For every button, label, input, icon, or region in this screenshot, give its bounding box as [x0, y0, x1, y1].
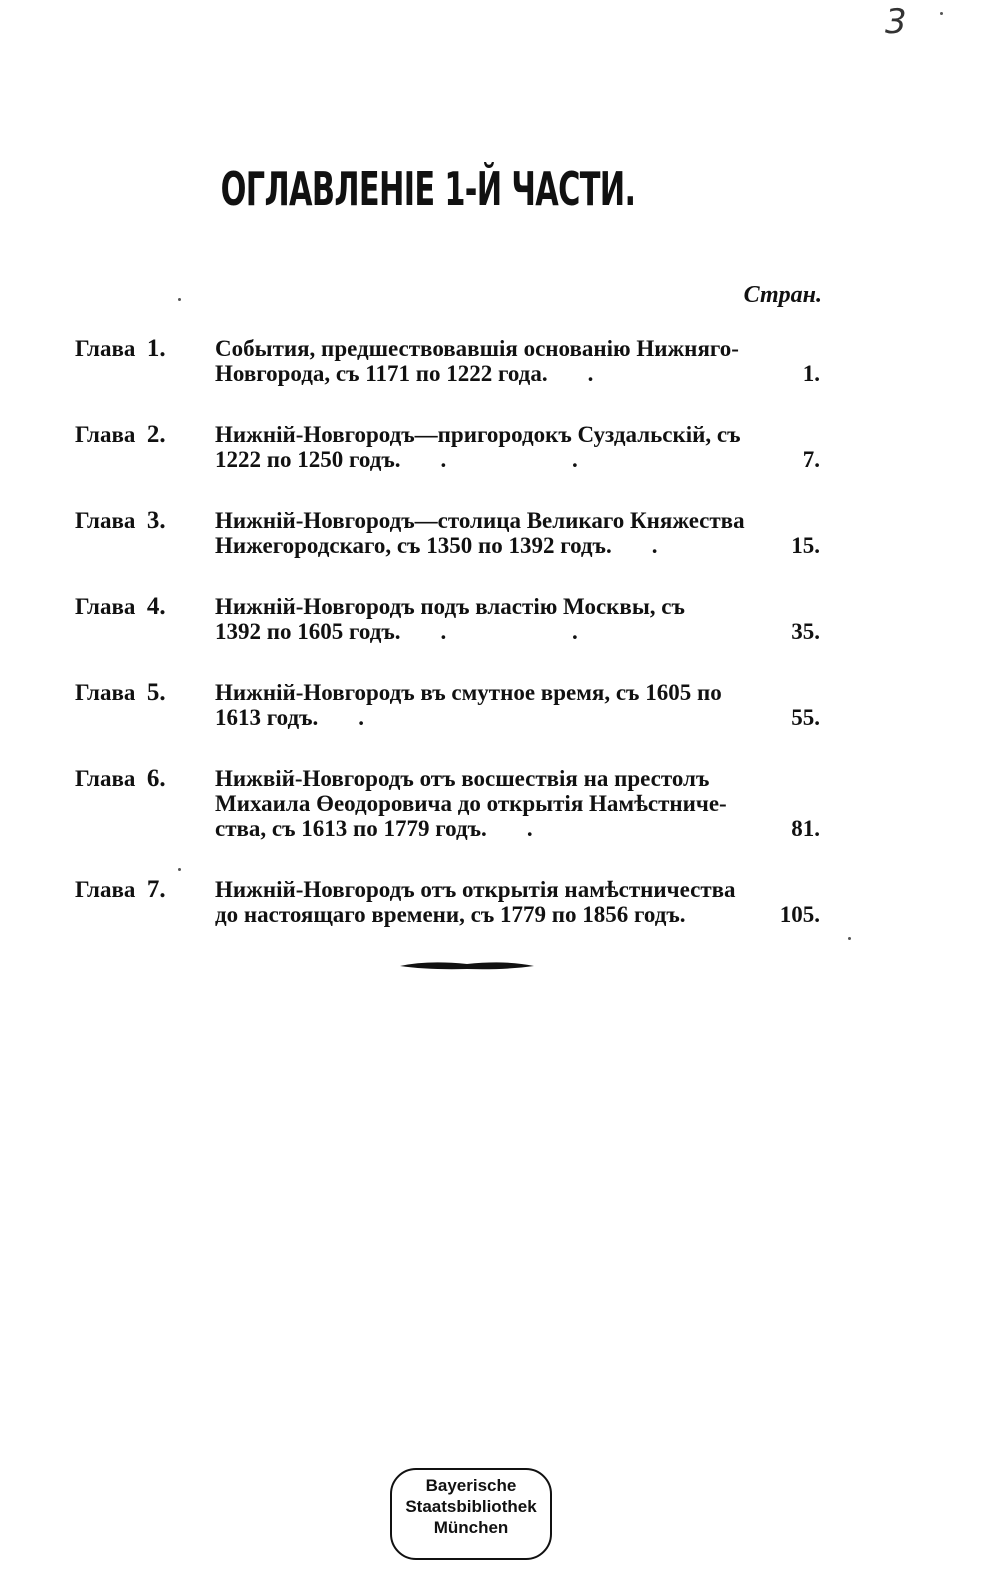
paper-speck: [178, 868, 181, 871]
chapter-word: Глава: [75, 336, 136, 361]
page-number-ref: 105.: [779, 902, 820, 927]
line-text: Новгорода, съ 1171 по 1222 года.: [215, 361, 548, 386]
line-text: ства, съ 1613 по 1779 годъ.: [215, 816, 487, 841]
line-text: 1222 по 1250 годъ.: [215, 447, 401, 472]
chapter-title-line: [215, 791, 763, 816]
paper-speck: [940, 12, 943, 15]
chapter-title: [215, 594, 763, 644]
chapter-word: Глава: [75, 594, 136, 619]
chapter-title-line: [215, 594, 763, 619]
page-number-ref: 81.: [791, 816, 820, 841]
line-text: Нижній-Новгородъ—пригородокъ Суздальскій, съ: [215, 422, 741, 447]
chapter-number: 5.: [146, 679, 166, 706]
leader-dots: .: [526, 816, 593, 841]
chapter-label: [75, 766, 210, 791]
line-text: Михаила Өеодоровича до открытія Намѣстниче-: [215, 791, 727, 816]
chapter-title-line: [215, 508, 763, 533]
chapter-number: 7.: [146, 876, 166, 903]
paper-speck: [178, 298, 181, 301]
line-text: до настоящаго времени, съ 1779 по 1856 годъ.: [215, 902, 686, 927]
chapter-label: [75, 508, 210, 533]
chapter-number: 3.: [146, 507, 166, 534]
chapter-title-line: [215, 447, 763, 472]
toc-entry: [75, 877, 820, 927]
chapter-title: [215, 508, 763, 558]
chapter-label: [75, 422, 210, 447]
line-text: Нижній-Новгородъ отъ открытія намѣстничества: [215, 877, 736, 902]
chapter-title-line: [215, 766, 763, 791]
line-text: События, предшествовавшія основанію Нижняго-: [215, 336, 739, 361]
chapter-label: [75, 336, 210, 361]
ornament-divider: [398, 958, 536, 974]
chapter-title-line: [215, 361, 763, 386]
paper-speck: [848, 937, 851, 940]
chapter-number: 2.: [146, 421, 166, 448]
stamp-line: München: [433, 1518, 509, 1537]
chapter-title: [215, 877, 763, 927]
page-number-ref: 7.: [802, 447, 820, 472]
leader-dots: .: [587, 361, 654, 386]
chapter-title-line: [215, 336, 763, 361]
chapter-number: 6.: [146, 765, 166, 792]
line-text: 1392 по 1605 годъ.: [215, 619, 401, 644]
chapter-title: [215, 680, 763, 730]
leader-dots: . .: [440, 619, 638, 644]
chapter-title-line: [215, 422, 763, 447]
chapter-label: [75, 680, 210, 705]
chapter-title: [215, 336, 763, 386]
chapter-word: Глава: [75, 422, 136, 447]
chapter-title: [215, 422, 763, 472]
page-title: ОГЛАВЛЕНІЕ 1-Й ЧАСТИ.: [220, 162, 636, 216]
handwritten-page-number: 3: [885, 2, 907, 42]
page-number-ref: 15.: [791, 533, 820, 558]
stamp-line: Staatsbibliothek: [405, 1497, 537, 1516]
chapter-label: [75, 594, 210, 619]
page-number-ref: 1.: [802, 361, 820, 386]
page-number-ref: 55.: [791, 705, 820, 730]
stamp-line: Bayerische: [425, 1476, 517, 1495]
leader-dots: .: [358, 705, 425, 730]
table-of-contents: [75, 336, 820, 963]
chapter-word: Глава: [75, 877, 136, 902]
leader-dots: .: [651, 533, 718, 558]
chapter-word: Глава: [75, 766, 136, 791]
chapter-label: [75, 877, 210, 902]
pages-column-header: Стран.: [743, 282, 822, 308]
library-stamp: [390, 1468, 552, 1560]
chapter-title-line: [215, 816, 763, 841]
chapter-number: 1.: [146, 335, 166, 362]
line-text: Нижній-Новгородъ подъ властію Москвы, съ: [215, 594, 685, 619]
chapter-title-line: [215, 902, 763, 927]
line-text: Нижній-Новгородъ—столица Великаго Княжества: [215, 508, 745, 533]
toc-entry: [75, 680, 820, 730]
chapter-title: [215, 766, 763, 841]
toc-entry: [75, 594, 820, 644]
toc-entry: [75, 422, 820, 472]
line-text: Нижній-Новгородъ въ смутное время, съ 1605 по: [215, 680, 722, 705]
chapter-number: 4.: [146, 593, 166, 620]
chapter-title-line: [215, 680, 763, 705]
chapter-title-line: [215, 877, 763, 902]
line-text: Нижегородскаго, съ 1350 по 1392 годъ.: [215, 533, 612, 558]
line-text: 1613 годъ.: [215, 705, 319, 730]
page-number-ref: 35.: [791, 619, 820, 644]
toc-entry: [75, 766, 820, 841]
toc-entry: [75, 336, 820, 386]
chapter-word: Глава: [75, 680, 136, 705]
chapter-title-line: [215, 619, 763, 644]
line-text: Нижвій-Новгородъ отъ восшествія на престолъ: [215, 766, 710, 791]
chapter-title-line: [215, 705, 763, 730]
toc-entry: [75, 508, 820, 558]
chapter-title-line: [215, 533, 763, 558]
leader-dots: . .: [440, 447, 638, 472]
chapter-word: Глава: [75, 508, 136, 533]
